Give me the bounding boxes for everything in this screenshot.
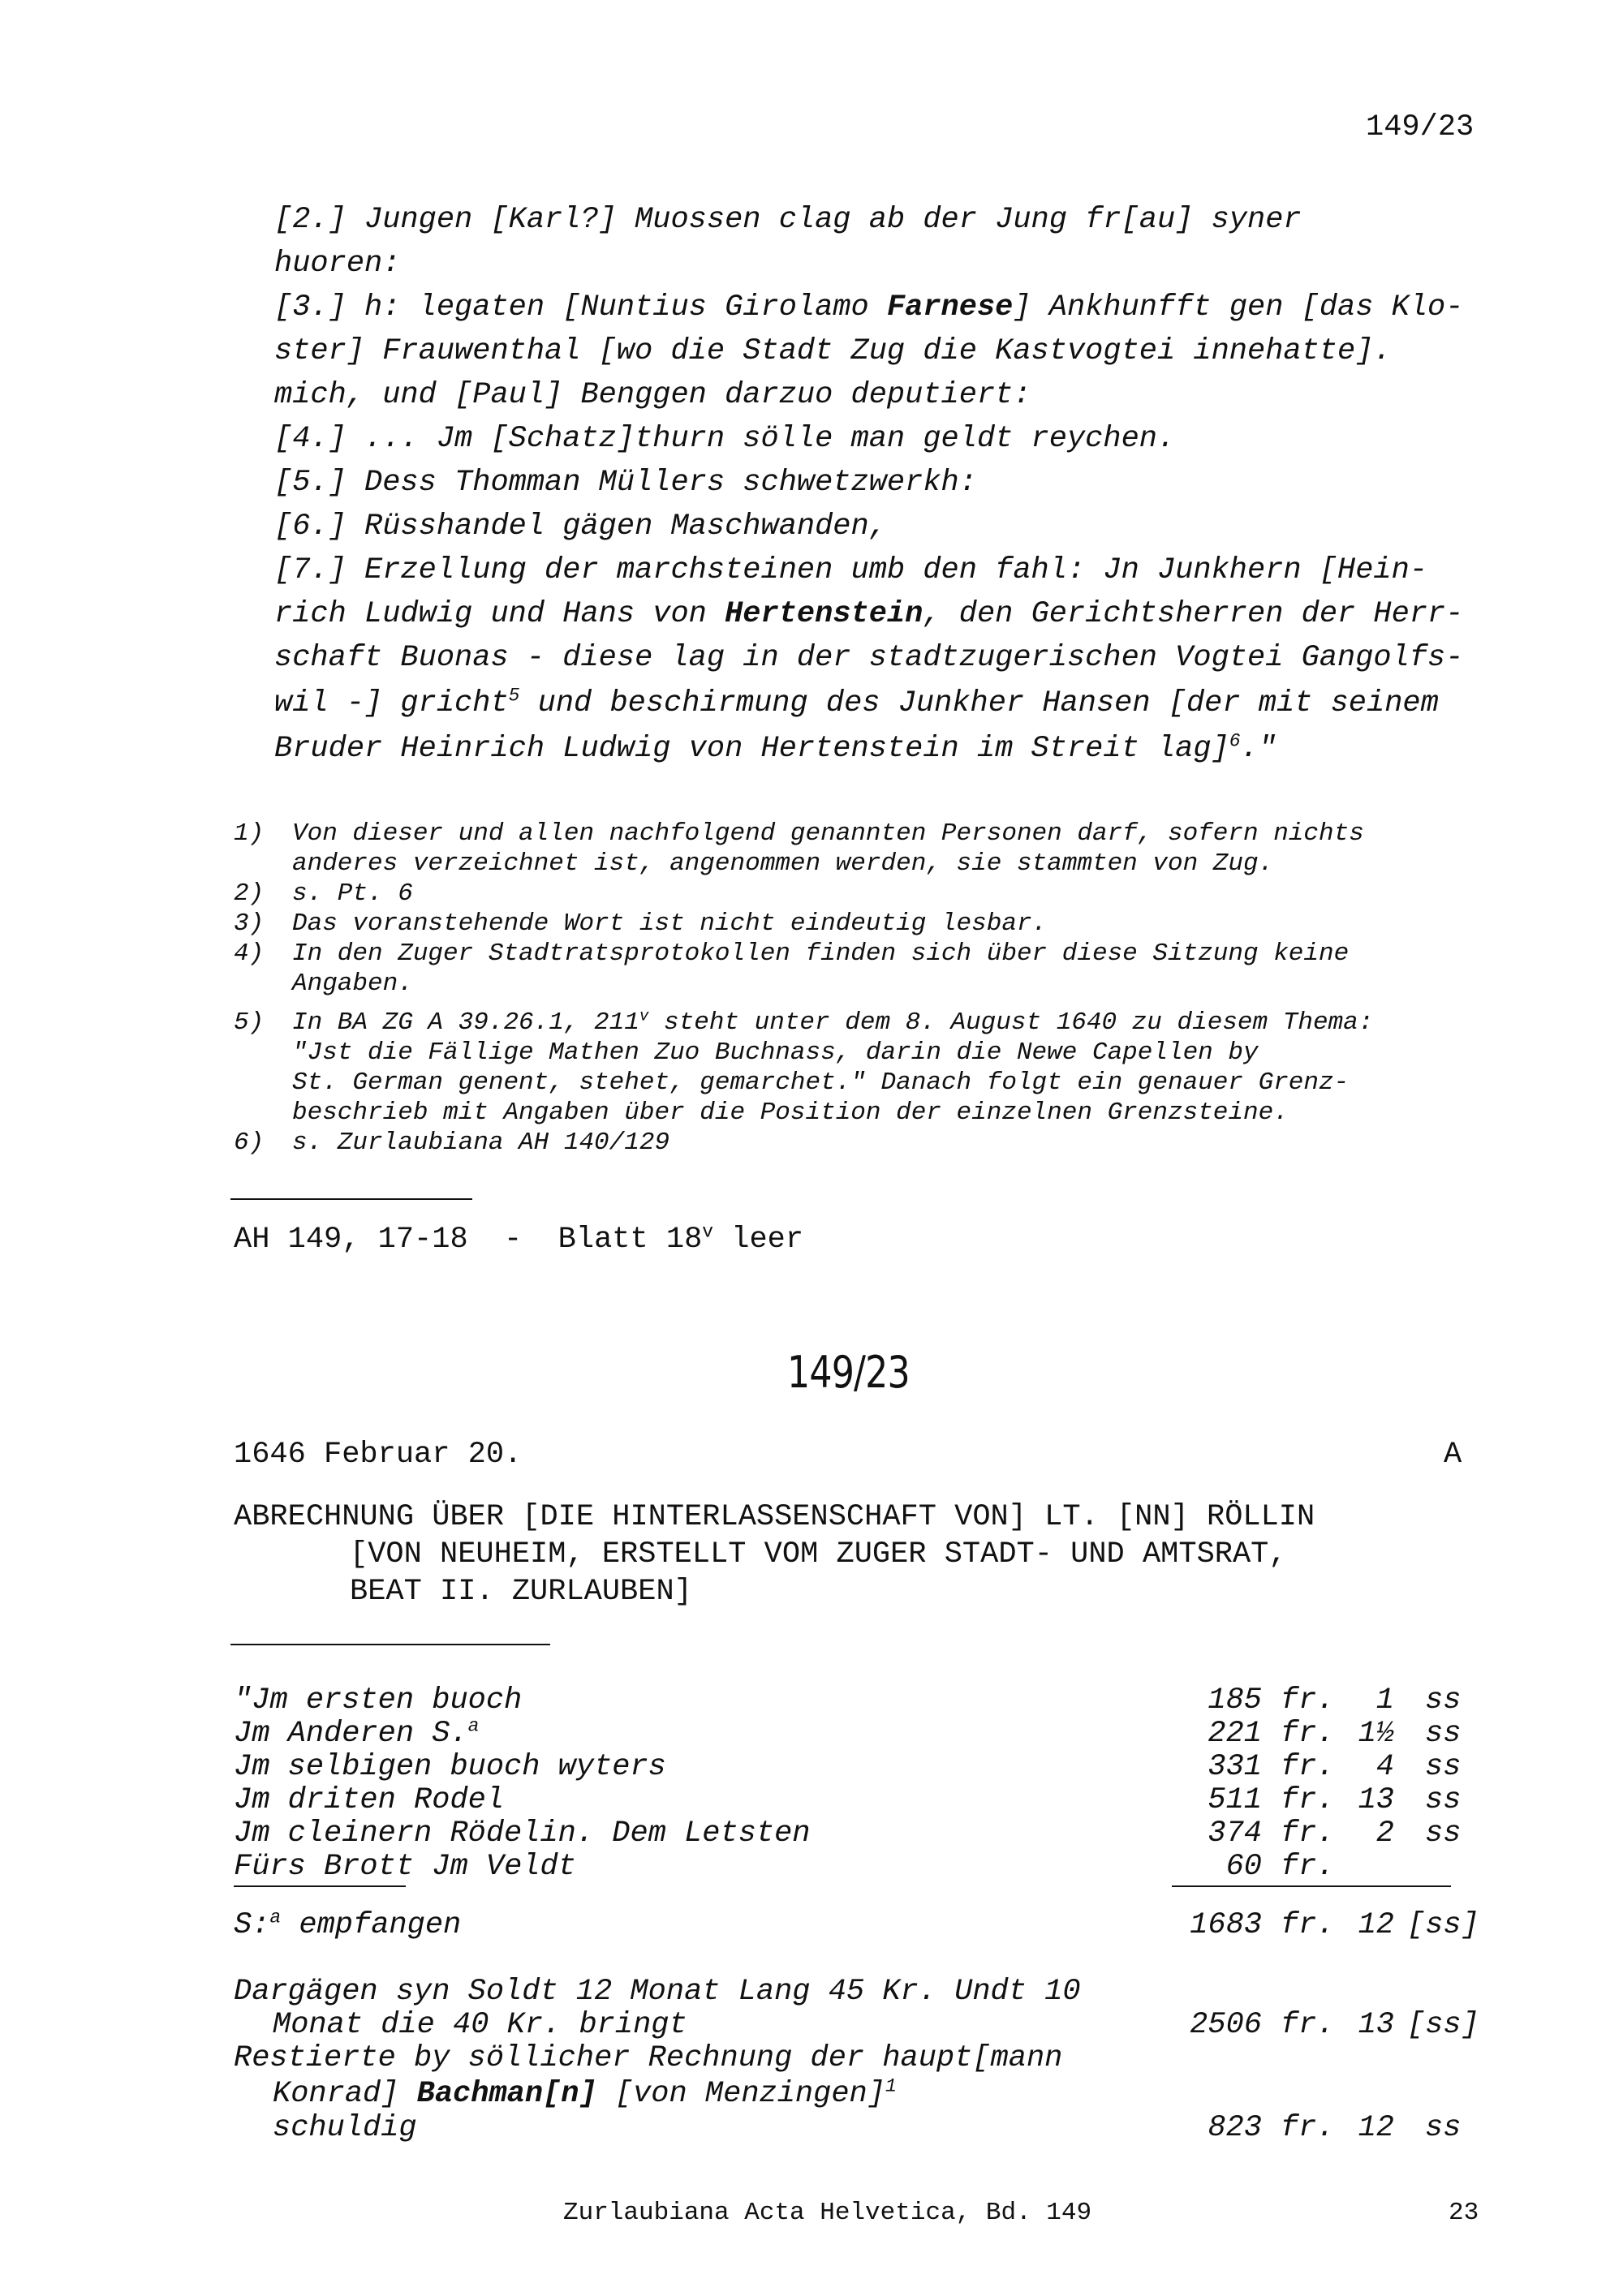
footnote-1-line-1: Von dieser und allen nachfolgend genannten Personen darf, sofern nichts bbox=[292, 819, 1364, 848]
ledger-rest-line-3: schuldig bbox=[273, 2111, 417, 2145]
entry-3-line-3: mich, und [Paul] Benggen darzuo deputiert: bbox=[274, 378, 1031, 412]
document-type-mark: A bbox=[1444, 1438, 1462, 1472]
ledger-row-3-label: Jm selbigen buoch wyters bbox=[234, 1750, 666, 1784]
ledger-soldt-sub: 13 bbox=[1358, 2008, 1394, 2042]
footnote-4-line-2: Angaben. bbox=[292, 970, 413, 998]
footnote-3-mark: 3) bbox=[234, 909, 265, 938]
ledger-row-4-subunit: ss bbox=[1425, 1783, 1462, 1817]
ledger-total-label bbox=[234, 1908, 461, 1942]
footnote-1-line-2: anderes verzeichnet ist, angenommen werden, sie stammten von Zug. bbox=[292, 849, 1274, 878]
document-title-line-2: [VON NEUHEIM, ERSTELLT VOM ZUGER STADT- UND AMTSRAT, bbox=[350, 1537, 1287, 1572]
entry-7-line-4-b: und beschirmung des Junkher Hansen [der mit seinem bbox=[519, 686, 1439, 720]
ledger-row-6-label-rest: Jm Veldt bbox=[414, 1850, 576, 1884]
ledger-row-5-amount: 374 bbox=[1208, 1817, 1262, 1851]
ledger-rest-sub: 12 bbox=[1358, 2111, 1394, 2145]
ledger-soldt-line-1: Dargägen syn Soldt 12 Monat Lang 45 Kr. Undt 10 bbox=[234, 1975, 1081, 2009]
entry-5-line: [5.] Dess Thomman Müllers schwetzwerkh: bbox=[274, 466, 977, 500]
ledger-row-4-label: Jm driten Rodel bbox=[234, 1783, 505, 1817]
entry-7-line-4 bbox=[274, 681, 1439, 725]
footnote-6-mark: 6) bbox=[234, 1129, 265, 1157]
sum-rule bbox=[1172, 1885, 1451, 1887]
document-title-line-3: BEAT II. ZURLAUBEN] bbox=[350, 1575, 692, 1609]
section-divider bbox=[230, 1198, 472, 1200]
entry-2-line-1: [2.] Jungen [Karl?] Muossen clag ab der Jung fr[au] syner bbox=[274, 203, 1302, 237]
footnote-5-line-4: beschrieb mit Angaben über die Position der einzelnen Grenzsteine. bbox=[292, 1099, 1289, 1127]
ledger-total-amount: 1683 bbox=[1190, 1908, 1262, 1942]
ledger-total-sub: 12 bbox=[1358, 1908, 1394, 1942]
footnote-6-line-1: s. Zurlaubiana AH 140/129 bbox=[292, 1129, 670, 1157]
ledger-row-6-amount: 60 bbox=[1225, 1850, 1262, 1884]
ledger-row-1-subunit: ss bbox=[1425, 1683, 1462, 1718]
ledger-row-2-amount: 221 bbox=[1208, 1717, 1262, 1751]
footnote-5-line-1-b: steht unter dem 8. August 1640 zu diesem Thema: bbox=[648, 1008, 1374, 1037]
entry-7-line-1: [7.] Erzellung der marchsteinen umb den fahl: Jn Junkhern [Hein- bbox=[274, 553, 1428, 587]
ledger-row-1-label: "Jm ersten buoch bbox=[234, 1683, 523, 1718]
ledger-rest-line-2 bbox=[273, 2077, 897, 2111]
footnote-4-mark: 4) bbox=[234, 939, 265, 968]
ledger-row-1-amount: 185 bbox=[1208, 1683, 1262, 1718]
entry-3-text-a: [3.] h: legaten [Nuntius Girolamo bbox=[274, 290, 887, 325]
entry-7-line-3: schaft Buonas - diese lag in der stadtzugerischen Vogtei Gangolfs- bbox=[274, 641, 1464, 675]
ledger-rest-line-1: Restierte by söllicher Rechnung der haupt[mann bbox=[234, 2041, 1063, 2075]
entry-3-line-1 bbox=[274, 286, 1463, 329]
person-name-bachmann: Bachman[n] bbox=[416, 2077, 597, 2111]
label-underline bbox=[234, 1885, 406, 1887]
footnote-1-mark: 1) bbox=[234, 819, 265, 848]
entry-7-line-4-a: wil -] gricht bbox=[274, 686, 509, 720]
ledger-soldt-line-2: Monat die 40 Kr. bringt bbox=[273, 2008, 687, 2042]
source-line-b: leer bbox=[713, 1223, 804, 1257]
entry-2-line-2: huoren: bbox=[274, 247, 401, 281]
ledger-row-2-label bbox=[234, 1717, 479, 1751]
ledger-row-2-unit: fr. bbox=[1281, 1717, 1335, 1751]
ledger-row-5-subunit: ss bbox=[1425, 1817, 1462, 1851]
entry-3-line-2: ster] Frauwenthal [wo die Stadt Zug die Kastvogtei innehatte]. bbox=[274, 334, 1392, 368]
ledger-row-4-amount: 511 bbox=[1208, 1783, 1262, 1817]
ledger-row-3-sub: 4 bbox=[1375, 1750, 1394, 1784]
footnote-ref-5: 5 bbox=[508, 685, 520, 707]
source-line bbox=[234, 1218, 803, 1262]
footnote-5-line-3: St. German genent, stehet, gemarchet." Danach folgt ein genauer Grenz- bbox=[292, 1068, 1350, 1097]
ledger-total-label-text: S: bbox=[234, 1908, 270, 1942]
ledger-row-5-unit: fr. bbox=[1281, 1817, 1335, 1851]
footnote-4-line-1: In den Zuger Stadtratsprotokollen finden sich über diese Sitzung keine bbox=[292, 939, 1350, 968]
ledger-rest-unit: fr. bbox=[1281, 2111, 1335, 2145]
ledger-row-2-sub: 1½ bbox=[1358, 1717, 1394, 1751]
entry-3-text-b: ] Ankhunfft gen [das Klo- bbox=[1013, 290, 1464, 325]
ledger-row-4-sub: 13 bbox=[1358, 1783, 1394, 1817]
document-date: 1646 Februar 20. bbox=[234, 1438, 523, 1472]
ledger-footnote-ref-1: 1 bbox=[885, 2075, 897, 2097]
ledger-rest-line-2-a: Konrad] bbox=[273, 2077, 417, 2111]
footnote-2-mark: 2) bbox=[234, 879, 265, 908]
page-reference: 149/23 bbox=[1366, 110, 1474, 144]
ledger-rest-amount: 823 bbox=[1208, 2111, 1262, 2145]
footnote-5-line-1 bbox=[292, 1008, 1373, 1038]
entry-7-line-5-b: ." bbox=[1240, 732, 1276, 766]
ledger-row-2-subunit: ss bbox=[1425, 1717, 1462, 1751]
entry-7-line-2 bbox=[274, 592, 1463, 636]
ledger-row-5-sub: 2 bbox=[1375, 1817, 1394, 1851]
ledger-row-4-unit: fr. bbox=[1281, 1783, 1335, 1817]
ledger-rest-line-2-b: [von Menzingen] bbox=[596, 2077, 885, 2111]
person-name-farnese: Farnese bbox=[886, 290, 1014, 325]
ledger-soldt-unit: fr. bbox=[1281, 2008, 1335, 2042]
entry-4-line: [4.] ... Jm [Schatz]thurn sölle man geldt reychen. bbox=[274, 422, 1176, 456]
document-title-line-1: ABRECHNUNG ÜBER [DIE HINTERLASSENSCHAFT VON] LT. [NN] RÖLLIN bbox=[234, 1500, 1315, 1534]
footnote-3-line-1: Das voranstehende Wort ist nicht eindeutig lesbar. bbox=[292, 909, 1048, 938]
ledger-row-6-label-underlined: Fürs Brott bbox=[234, 1850, 415, 1884]
source-line-a: AH 149, 17-18 - Blatt 18 bbox=[234, 1223, 703, 1257]
ledger-total-unit: fr. bbox=[1281, 1908, 1335, 1942]
ledger-row-3-unit: fr. bbox=[1281, 1750, 1335, 1784]
footer-page-number: 23 bbox=[1449, 2199, 1479, 2227]
document-number: 149/23 bbox=[787, 1347, 910, 1398]
footnote-5-mark: 5) bbox=[234, 1008, 265, 1037]
entry-7-text-b: , den Gerichtsherren der Herr- bbox=[923, 597, 1464, 631]
ledger-row-5-label: Jm cleinern Rödelin. Dem Letsten bbox=[234, 1817, 811, 1851]
ledger-soldt-subunit: [ss] bbox=[1407, 2008, 1479, 2042]
footnote-ref-6: 6 bbox=[1229, 730, 1241, 752]
entry-7-line-5-a: Bruder Heinrich Ludwig von Hertenstein im Streit lag] bbox=[274, 732, 1229, 766]
ledger-row-6-label bbox=[234, 1850, 576, 1884]
ledger-row-2-label-text: Jm Anderen S. bbox=[234, 1717, 468, 1751]
source-verso-mark: v bbox=[702, 1221, 714, 1243]
ledger-soldt-amount: 2506 bbox=[1190, 2008, 1262, 2042]
entry-6-line: [6.] Rüsshandel gägen Maschwanden, bbox=[274, 510, 887, 544]
person-name-hertenstein: Hertenstein bbox=[725, 597, 923, 631]
footnote-5-line-2: "Jst die Fällige Mathen Zuo Buchnass, darin die Newe Capellen by bbox=[292, 1038, 1259, 1067]
ledger-row-3-amount: 331 bbox=[1208, 1750, 1262, 1784]
entry-7-line-5 bbox=[274, 727, 1276, 771]
ledger-row-3-subunit: ss bbox=[1425, 1750, 1462, 1784]
footnote-2-line-1: s. Pt. 6 bbox=[292, 879, 413, 908]
ledger-total-subunit: [ss] bbox=[1407, 1908, 1479, 1942]
ledger-row-1-sub: 1 bbox=[1375, 1683, 1394, 1718]
footer-series: Zurlaubiana Acta Helvetica, Bd. 149 bbox=[563, 2199, 1092, 2227]
ledger-row-2-note-mark: a bbox=[467, 1715, 480, 1737]
footnote-5-verso-mark: v bbox=[639, 1007, 649, 1025]
ledger-row-6-unit: fr. bbox=[1281, 1850, 1335, 1884]
ledger-total-note-mark: a bbox=[269, 1907, 282, 1928]
title-divider bbox=[230, 1644, 550, 1645]
ledger-row-1-unit: fr. bbox=[1281, 1683, 1335, 1718]
entry-7-text-a: rich Ludwig und Hans von bbox=[274, 597, 725, 631]
ledger-rest-subunit: ss bbox=[1425, 2111, 1462, 2145]
footnote-5-line-1-a: In BA ZG A 39.26.1, 211 bbox=[292, 1008, 639, 1037]
ledger-total-label-rest: empfangen bbox=[281, 1908, 462, 1942]
